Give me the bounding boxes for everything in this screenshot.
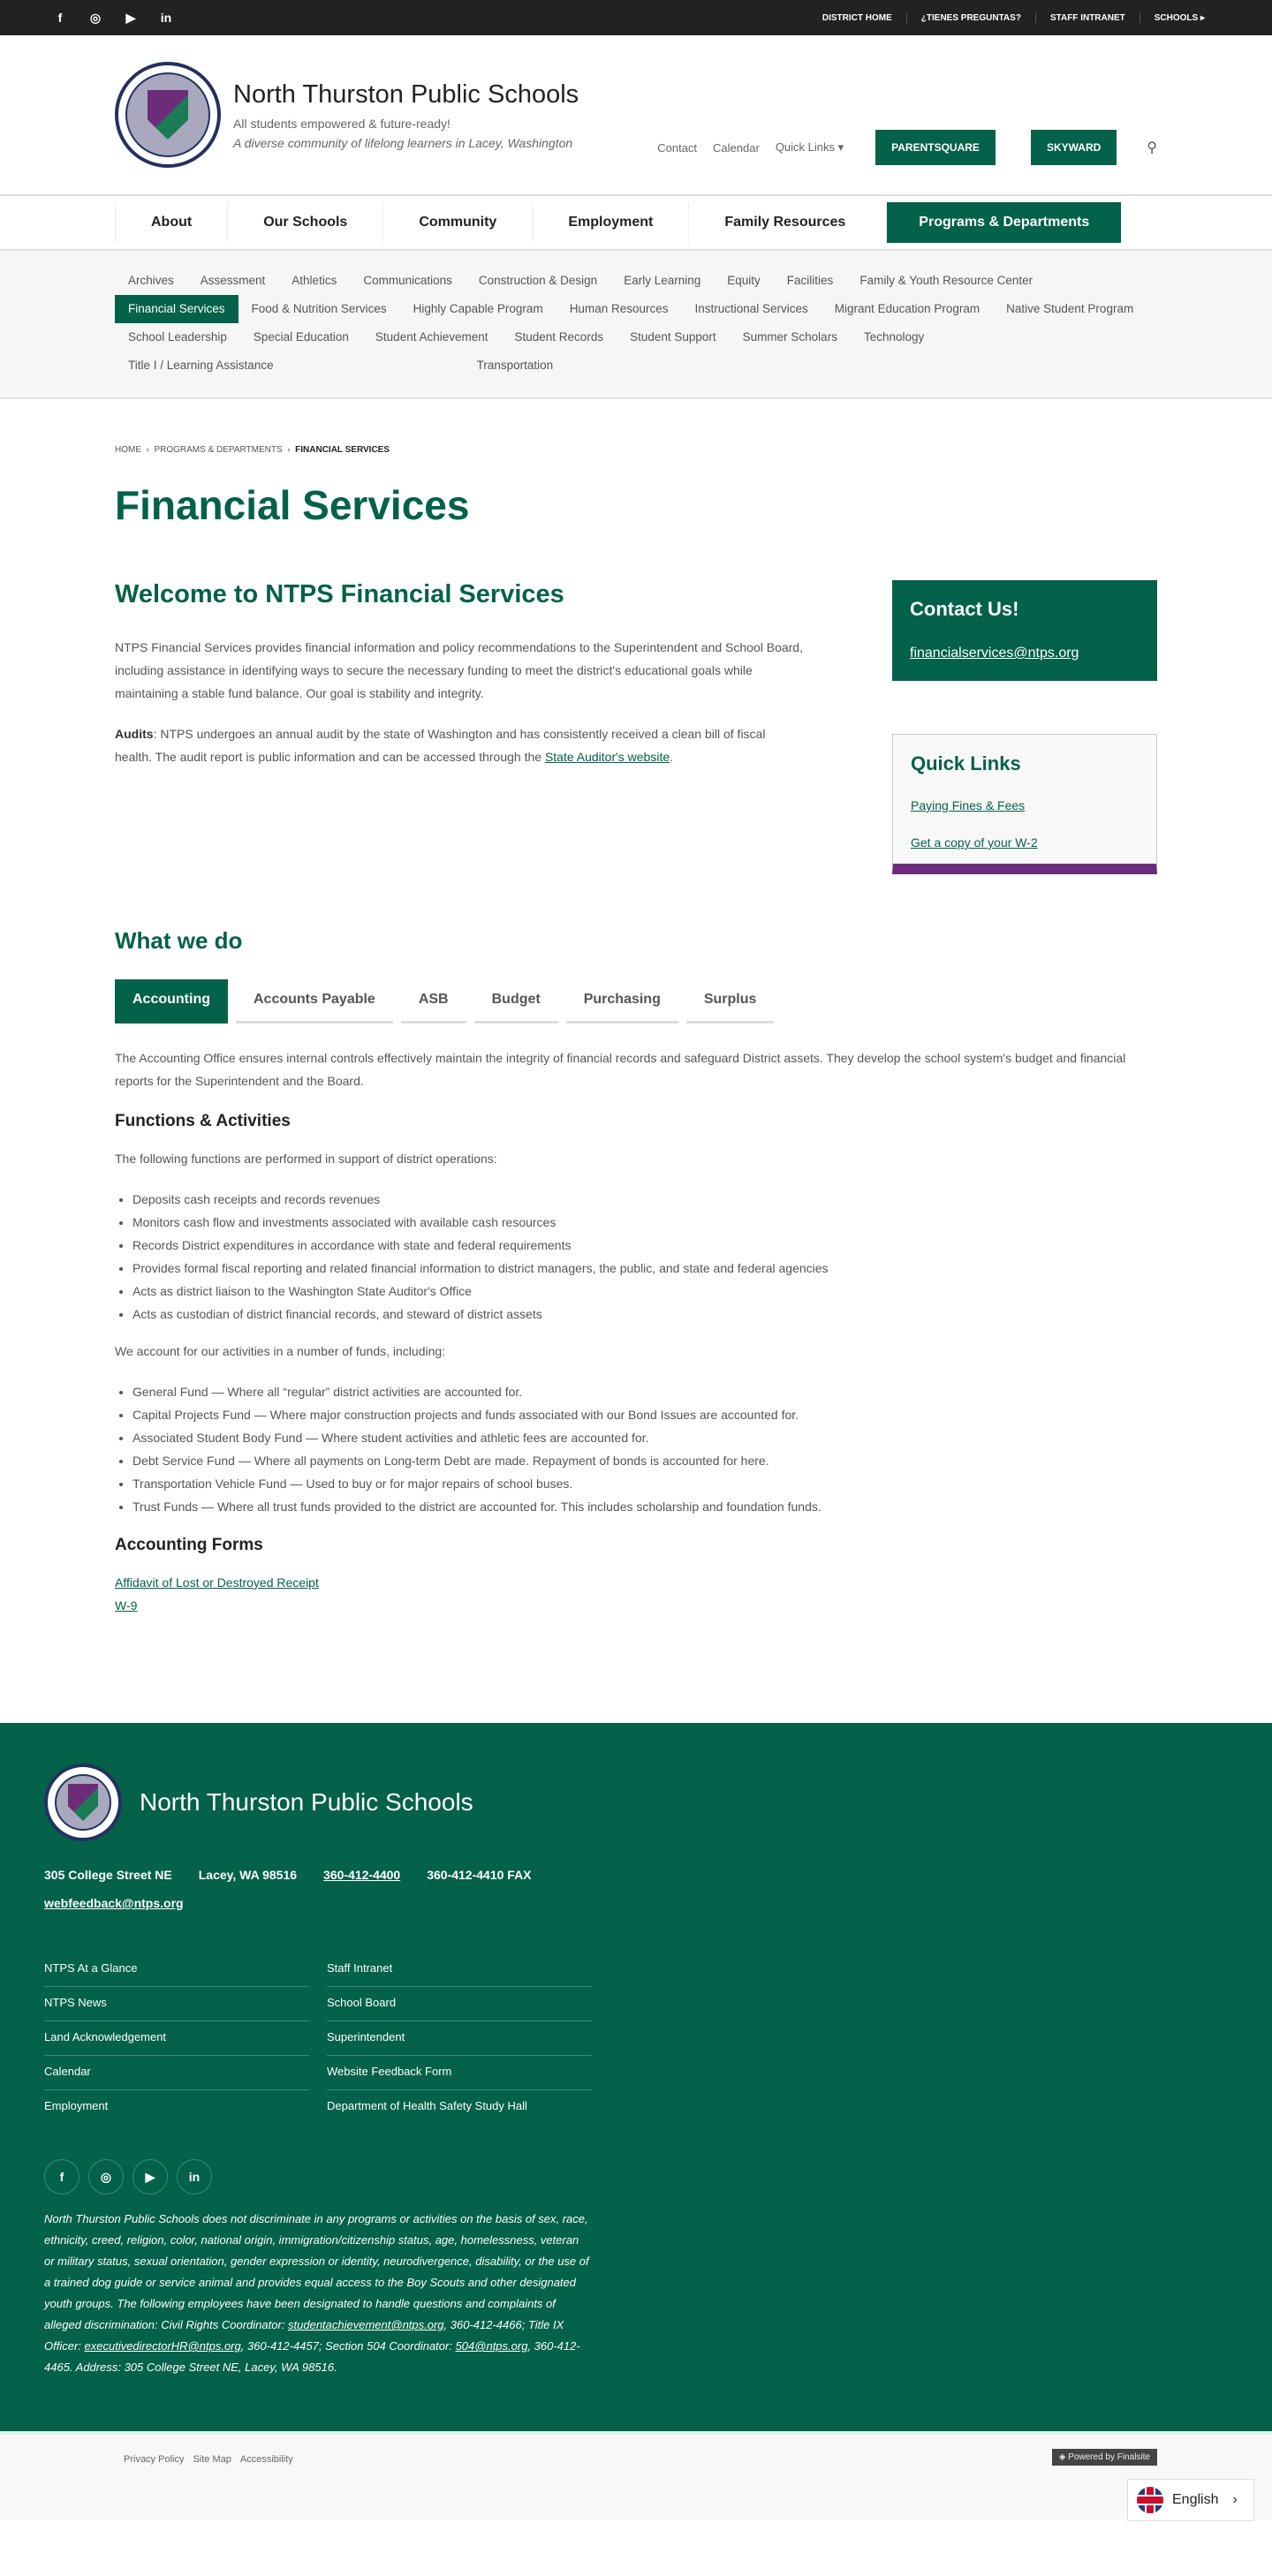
footer-social bbox=[44, 2159, 1228, 2195]
linkedin-icon[interactable]: in bbox=[160, 11, 172, 25]
what-we-do-heading: What we do bbox=[115, 927, 243, 954]
footer-site-name: North Thurston Public Schools bbox=[140, 1788, 473, 1816]
district-home-link[interactable]: DISTRICT HOME bbox=[822, 12, 892, 23]
quick-links-heading: Quick Links bbox=[911, 752, 1021, 774]
subnav-item[interactable]: School Leadership bbox=[128, 330, 227, 344]
schools-dropdown[interactable]: SCHOOLS ▸ bbox=[1140, 13, 1219, 23]
disclaimer-text: North Thurston Public Schools does not discriminate in any programs or activities on the basis of sex, race, ethnicity, creed, religion, color, national origin, immigration/citizenship status, age, homelessness, veteran or military status, sexual orientation, gender expression or identity, neurodivergence, disability, or the use of a trained dog guide or service animal and provides equal access to the Boy Scouts and other designated youth groups. The following employees have been designated to handle questions and complaints of alleged discrimination: Civil Rights Coordinator: bbox=[44, 2212, 589, 2331]
funds-intro: We account for our activities in a number of funds, including: bbox=[115, 1344, 446, 1358]
facebook-icon[interactable]: f bbox=[57, 11, 63, 25]
breadcrumb-current: FINANCIAL SERVICES bbox=[295, 445, 390, 455]
breadcrumb-parent[interactable]: PROGRAMS & DEPARTMENTS bbox=[154, 445, 283, 455]
breadcrumb bbox=[115, 445, 1157, 455]
language-label: English bbox=[1172, 2492, 1219, 2507]
list-item: • General Fund — Where all “regular” district activities are accounted for. bbox=[132, 1380, 1157, 1403]
nav-programs-departments[interactable]: Programs & Departments bbox=[886, 202, 1121, 243]
forms-list bbox=[115, 1571, 1157, 1617]
parentsquare-button[interactable]: PARENTSQUARE bbox=[875, 130, 996, 165]
contact-box bbox=[892, 580, 1157, 681]
footer-link[interactable]: Calendar bbox=[44, 2056, 309, 2090]
civil-rights-email-link[interactable]: studentachievement@ntps.org bbox=[288, 2318, 444, 2331]
intro-text bbox=[115, 580, 804, 874]
quick-links-dropdown[interactable]: Quick Links ▾ bbox=[775, 140, 844, 154]
footer-link[interactable]: NTPS At a Glance bbox=[44, 1953, 309, 1987]
contact-heading: Contact Us! bbox=[910, 598, 1019, 620]
tab-accounts-payable[interactable]: Accounts Payable bbox=[236, 979, 393, 1024]
footer-logo[interactable] bbox=[44, 1764, 122, 1841]
subnav-item[interactable]: Facilities bbox=[786, 274, 834, 287]
page-title: Financial Services bbox=[115, 482, 470, 528]
nondiscrimination-statement bbox=[44, 2209, 592, 2378]
section504-email-link[interactable]: 504@ntps.org bbox=[455, 2339, 528, 2353]
site-footer bbox=[0, 1723, 1272, 2431]
fax-number: 360-412-4410 FAX bbox=[427, 1868, 532, 1882]
tagline: All students empowered & future-ready! bbox=[233, 116, 450, 131]
uk-flag-icon bbox=[1137, 2487, 1163, 2513]
welcome-heading: Welcome to NTPS Financial Services bbox=[115, 580, 564, 608]
subnav-item[interactable]: Communications bbox=[363, 274, 452, 287]
footer-email-link[interactable]: webfeedback@ntps.org bbox=[44, 1896, 184, 1910]
tab-panel-accounting bbox=[115, 1046, 1157, 1617]
disclaimer-text: , 360-412-4466; Title IX Officer: bbox=[44, 2318, 564, 2353]
disclaimer-text: , 360-412-4465. Address: 305 College Street NE, Lacey, WA 98516. bbox=[44, 2339, 580, 2374]
functions-list bbox=[115, 1188, 1157, 1326]
subnav-item[interactable]: Archives bbox=[128, 274, 174, 287]
footer-link[interactable]: Staff Intranet bbox=[327, 1953, 592, 1987]
paying-fines-link[interactable]: Paying Fines & Fees bbox=[911, 798, 1026, 812]
audits-end: . bbox=[670, 750, 674, 764]
list-item: • Debt Service Fund — Where all payments on Long-term Debt are made. Repayment of bonds is accounted for here. bbox=[132, 1449, 1157, 1472]
list-item: • Associated Student Body Fund — Where student activities and athletic fees are accounted for. bbox=[132, 1426, 1157, 1449]
subnav-item[interactable]: Food & Nutrition Services bbox=[251, 302, 387, 315]
chevron-right-icon: › bbox=[287, 445, 291, 455]
subnav-item[interactable]: Special Education bbox=[253, 330, 349, 344]
street-address: 305 College Street NE bbox=[44, 1868, 172, 1882]
footer-link[interactable]: Superintendent bbox=[327, 2021, 592, 2056]
facebook-icon[interactable]: f bbox=[44, 2159, 80, 2195]
district-logo[interactable] bbox=[115, 62, 221, 168]
top-utility-bar bbox=[0, 0, 1272, 35]
footer-links bbox=[44, 1953, 592, 2124]
audits-label: Audits bbox=[115, 727, 154, 741]
chevron-right-icon: › bbox=[1232, 2492, 1238, 2507]
instagram-icon[interactable]: ◎ bbox=[89, 10, 102, 25]
accounting-forms-heading: Accounting Forms bbox=[115, 1536, 263, 1554]
nav-our-schools[interactable]: Our Schools bbox=[227, 202, 382, 243]
city-state-zip: Lacey, WA 98516 bbox=[198, 1868, 298, 1882]
contact-link[interactable]: Contact bbox=[657, 140, 698, 155]
subnav-item[interactable]: Title I / Learning Assistance bbox=[128, 359, 274, 372]
subnav-item[interactable]: Native Student Program bbox=[1006, 302, 1134, 315]
brand bbox=[233, 80, 579, 150]
chevron-right-icon: › bbox=[146, 445, 149, 455]
audits-paragraph bbox=[115, 722, 804, 768]
main-nav bbox=[0, 194, 1272, 251]
accessibility-link[interactable]: Accessibility bbox=[239, 2454, 293, 2465]
footer-brand bbox=[44, 1764, 1228, 1841]
funds-list bbox=[115, 1380, 1157, 1518]
nav-employment[interactable]: Employment bbox=[532, 202, 688, 243]
subnav-item[interactable]: Student Support bbox=[630, 330, 716, 344]
audits-text: : NTPS undergoes an annual audit by the state of Washington and has consistently received a clean bill of fiscal health. The audit report is public information and can be accessed through the bbox=[115, 727, 766, 764]
w2-copy-link[interactable]: Get a copy of your W-2 bbox=[911, 835, 1038, 850]
calendar-link[interactable]: Calendar bbox=[713, 140, 760, 155]
site-header bbox=[0, 35, 1272, 194]
sub-nav bbox=[0, 251, 1272, 399]
subnav-item[interactable]: Summer Scholars bbox=[742, 330, 837, 344]
footer-link[interactable]: School Board bbox=[327, 1987, 592, 2021]
tab-purchasing[interactable]: Purchasing bbox=[566, 979, 678, 1024]
intro-columns bbox=[115, 580, 1157, 874]
skyward-button[interactable]: SKYWARD bbox=[1031, 130, 1117, 165]
main-content bbox=[0, 445, 1272, 1617]
tab-accounting[interactable]: Accounting bbox=[115, 979, 228, 1024]
nav-family-resources[interactable]: Family Resources bbox=[688, 202, 881, 243]
state-auditor-link[interactable]: State Auditor's website bbox=[544, 750, 670, 764]
functions-heading: Functions & Activities bbox=[115, 1112, 291, 1130]
list-item: • Trust Funds — Where all trust funds provided to the district are accounted for. This includes scholarship and foundation funds. bbox=[132, 1495, 1157, 1518]
legal-links bbox=[124, 2454, 293, 2465]
quick-links-box bbox=[892, 734, 1157, 874]
intro-paragraph: NTPS Financial Services provides financial information and policy recommendations to the Superintendent and School Board, including assistance in identifying ways to secure the necessary funding to meet the district's educational goals while maintaining a stable fund balance. Our goal is stability and integrity. bbox=[115, 640, 803, 700]
sub-tagline: A diverse community of lifelong learners in Lacey, Washington bbox=[233, 135, 573, 150]
subnav-item[interactable]: Human Resources bbox=[569, 302, 669, 315]
subnav-item[interactable]: Student Records bbox=[514, 330, 604, 344]
w9-link[interactable]: W-9 bbox=[115, 1598, 138, 1613]
subnav-item[interactable]: Family & Youth Resource Center bbox=[859, 274, 1034, 287]
top-links bbox=[808, 13, 1219, 23]
privacy-policy-link[interactable]: Privacy Policy bbox=[124, 2454, 185, 2465]
breadcrumb-home[interactable]: HOME bbox=[115, 445, 141, 455]
subnav-item[interactable]: Highly Capable Program bbox=[413, 302, 543, 315]
subnav-item[interactable]: Early Learning bbox=[624, 274, 701, 287]
social-links bbox=[53, 11, 173, 26]
footer-address bbox=[44, 1868, 1228, 1882]
staff-intranet-link[interactable]: STAFF INTRANET bbox=[1035, 13, 1140, 23]
subnav-item[interactable]: Assessment bbox=[200, 274, 266, 287]
disclaimer-text: , 360-412-4457; Section 504 Coordinator: bbox=[240, 2339, 456, 2353]
subnav-item-active[interactable]: Financial Services bbox=[115, 295, 238, 323]
list-item: • Monitors cash flow and investments associated with available cash resources bbox=[132, 1211, 1157, 1234]
footer-link[interactable]: Land Acknowledgement bbox=[44, 2021, 309, 2056]
tab-asb[interactable]: ASB bbox=[401, 979, 466, 1024]
youtube-icon[interactable]: ▶ bbox=[132, 2159, 168, 2195]
nav-about[interactable]: About bbox=[115, 202, 227, 243]
accounting-intro: The Accounting Office ensures internal controls effectively maintain the integrity of financial records and safeguard District assets. They develop the school system's budget and financial reports for the Superintendent and the Board. bbox=[115, 1051, 1126, 1088]
site-name[interactable]: North Thurston Public Schools bbox=[233, 79, 579, 109]
list-item: • Records District expenditures in accordance with state and federal requirements bbox=[132, 1234, 1157, 1257]
footer-link[interactable]: Website Feedback Form bbox=[327, 2056, 592, 2090]
list-item: • Provides formal fiscal reporting and related financial information to district managers, the public, and state and federal agencies bbox=[132, 1257, 1157, 1280]
what-we-do bbox=[115, 927, 1157, 1617]
tienes-preguntas-link[interactable]: ¿TIENES PREGUNTAS? bbox=[906, 13, 1035, 23]
powered-by-finalsite[interactable]: ◈ Powered by Finalsite bbox=[1052, 2449, 1157, 2466]
footer-link[interactable]: NTPS News bbox=[44, 1987, 309, 2021]
language-selector[interactable] bbox=[1127, 2479, 1254, 2521]
subnav-item[interactable]: Technology bbox=[863, 330, 925, 344]
nav-community[interactable]: Community bbox=[382, 202, 532, 243]
tab-budget[interactable]: Budget bbox=[474, 979, 558, 1024]
list-item: • Deposits cash receipts and records revenues bbox=[132, 1188, 1157, 1211]
linkedin-icon[interactable]: in bbox=[177, 2159, 212, 2195]
title9-email-link[interactable]: executivedirectorHR@ntps.org bbox=[84, 2339, 241, 2353]
functions-intro: The following functions are performed in support of district operations: bbox=[115, 1152, 497, 1166]
footer-link[interactable]: Department of Health Safety Study Hall bbox=[327, 2099, 527, 2112]
header-utility bbox=[657, 130, 1157, 165]
list-item: • Transportation Vehicle Fund — Used to buy or for major repairs of school buses. bbox=[132, 1472, 1157, 1495]
tab-surplus[interactable]: Surplus bbox=[686, 979, 775, 1024]
subnav-item[interactable]: Equity bbox=[727, 274, 761, 287]
site-map-link[interactable]: Site Map bbox=[193, 2454, 231, 2465]
affidavit-link[interactable]: Affidavit of Lost or Destroyed Receipt bbox=[115, 1575, 319, 1590]
list-item: • Acts as district liaison to the Washington State Auditor's Office bbox=[132, 1280, 1157, 1303]
subnav-item[interactable]: Transportation bbox=[476, 359, 554, 372]
search-icon[interactable]: ⚲ bbox=[1147, 140, 1157, 155]
tab-list bbox=[115, 979, 1157, 1024]
list-item: • Capital Projects Fund — Where major construction projects and funds associated with our Bond Issues are accounted for. bbox=[132, 1403, 1157, 1426]
subnav-item[interactable]: Migrant Education Program bbox=[834, 302, 980, 315]
subnav-item[interactable]: Athletics bbox=[292, 274, 337, 287]
sidebar bbox=[892, 580, 1157, 874]
instagram-icon[interactable]: ◎ bbox=[88, 2159, 124, 2195]
bottom-bar bbox=[0, 2431, 1272, 2519]
contact-email-link[interactable]: financialservices@ntps.org bbox=[910, 646, 1079, 661]
footer-link[interactable]: Employment bbox=[44, 2099, 109, 2112]
list-item: • Acts as custodian of district financial records, and steward of district assets bbox=[132, 1303, 1157, 1326]
subnav-item[interactable]: Instructional Services bbox=[694, 302, 808, 315]
youtube-icon[interactable]: ▶ bbox=[125, 10, 136, 25]
subnav-item[interactable]: Construction & Design bbox=[478, 274, 598, 287]
phone-link[interactable]: 360-412-4400 bbox=[323, 1868, 401, 1882]
subnav-item[interactable]: Student Achievement bbox=[375, 330, 488, 344]
